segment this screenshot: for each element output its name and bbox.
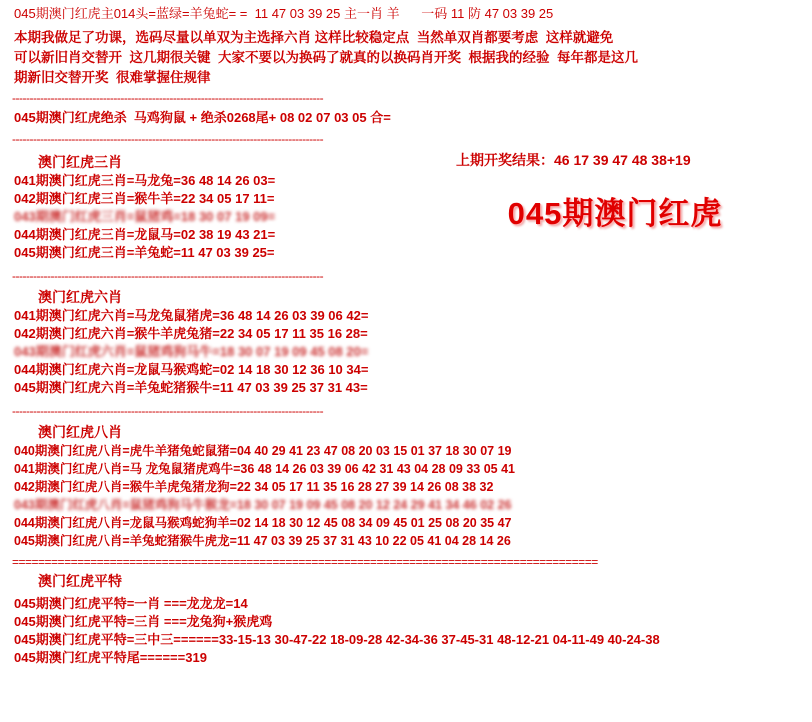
section-title: 澳门红虎八肖 bbox=[38, 424, 122, 440]
section-ping-te bbox=[0, 571, 812, 667]
section-row: 045期澳门红虎六肖=羊兔蛇猪猴牛=11 47 03 39 25 37 31 43= bbox=[14, 380, 368, 395]
divider-dash-1: ----------------------------------------------------------------------------------------- bbox=[12, 91, 324, 105]
section-row: 040期澳门红虎八肖=虎牛羊猪兔蛇鼠猪=04 40 29 41 23 47 08 20 03 15 01 37 18 30 07 19 bbox=[14, 444, 512, 458]
section-title: 澳门红虎三肖 bbox=[38, 154, 122, 170]
section-row: 044期澳门红虎三肖=龙鼠马=02 38 19 43 21= bbox=[14, 227, 276, 242]
divider-dash-3: ----------------------------------------------------------------------------------------- bbox=[12, 269, 324, 283]
intro-line-2: 可以新旧肖交替开 这几期很关键 大家不要以为换码了就真的以换码肖开奖 根据我的经验 每年都是这几 bbox=[14, 50, 639, 65]
intro-block bbox=[0, 28, 812, 88]
section-row: 042期澳门红虎六肖=猴牛羊虎兔猪=22 34 05 17 11 35 16 28= bbox=[14, 326, 368, 341]
divider-equals: ========================================================================================== bbox=[12, 555, 598, 569]
tail-row: 045期澳门红虎平特=三肖 ===龙兔狗+猴虎鸡 bbox=[14, 614, 273, 629]
section-row: 041期澳门红虎六肖=马龙兔鼠猪虎=36 48 14 26 03 39 06 42= bbox=[14, 308, 369, 323]
section-row: 045期澳门红虎三肖=羊兔蛇=11 47 03 39 25= bbox=[14, 245, 275, 260]
divider-dash-4: ----------------------------------------------------------------------------------------- bbox=[12, 404, 324, 418]
section-title: 澳门红虎平特 bbox=[38, 573, 122, 589]
section-row: 041期澳门红虎八肖=马 龙兔鼠猪虎鸡牛=36 48 14 26 03 39 06 42 31 43 04 28 09 33 05 41 bbox=[14, 462, 515, 476]
tail-row: 045期澳门红虎平特尾======319 bbox=[14, 650, 207, 665]
section-eight-xiao bbox=[0, 422, 812, 550]
section-row: 043期澳门红虎八肖=鼠猪鸡狗马牛猴龙=18 30 07 19 09 45 08 20 12 24 29 41 34 46 02 26 bbox=[14, 498, 512, 512]
last-draw-result: 上期开奖结果：46 17 39 47 48 38+19 bbox=[456, 152, 691, 168]
tail-row: 045期澳门红虎平特=三中三======33-15-13 30-47-22 18-09-28 42-34-36 37-45-31 48-12-21 04-11-49 40-24-38 bbox=[14, 632, 660, 647]
kill-line: 045期澳门红虎绝杀 马鸡狗鼠 + 绝杀0268尾+ 08 02 07 03 05 合= bbox=[14, 110, 391, 125]
section-row: 043期澳门红虎六肖=鼠猪鸡狗马牛=18 30 07 19 09 45 08 20= bbox=[14, 344, 369, 359]
header-line: 045期澳门红虎主014头=蓝绿=羊兔蛇= = 11 47 03 39 25 主一肖 羊 一码 11 防 47 03 39 25 bbox=[14, 6, 554, 21]
header-block bbox=[0, 0, 812, 22]
intro-line-3: 期新旧交替开奖 很难掌握住规律 bbox=[14, 70, 211, 85]
banner-title: 045期澳门红虎 bbox=[507, 196, 723, 231]
section-six-xiao bbox=[0, 287, 812, 397]
tail-row: 045期澳门红虎平特=一肖 ===龙龙龙=14 bbox=[14, 596, 248, 611]
section-row: 045期澳门红虎八肖=羊兔蛇猪猴牛虎龙=11 47 03 39 25 37 31 43 10 22 05 41 04 28 14 26 bbox=[14, 534, 511, 548]
section-row: 044期澳门红虎八肖=龙鼠马猴鸡蛇狗羊=02 14 18 30 12 45 08 34 09 45 01 25 08 20 35 47 bbox=[14, 516, 512, 530]
section-title: 澳门红虎六肖 bbox=[38, 289, 122, 305]
section-row: 042期澳门红虎三肖=猴牛羊=22 34 05 17 11= bbox=[14, 191, 275, 206]
section-row: 044期澳门红虎六肖=龙鼠马猴鸡蛇=02 14 18 30 12 36 10 34= bbox=[14, 362, 369, 377]
section-row: 041期澳门红虎三肖=马龙兔=36 48 14 26 03= bbox=[14, 173, 276, 188]
section-row: 042期澳门红虎八肖=猴牛羊虎兔猪龙狗=22 34 05 17 11 35 16 28 27 39 14 26 08 38 32 bbox=[14, 480, 494, 494]
intro-line-1: 本期我做足了功课，选码尽量以单双为主选择六肖 这样比较稳定点 当然单双肖都要考虑 这样就避免 bbox=[14, 30, 614, 45]
section-row: 043期澳门红虎三肖=鼠猪鸡=18 30 07 19 09= bbox=[14, 209, 276, 224]
divider-dash-2: ----------------------------------------------------------------------------------------- bbox=[12, 132, 324, 146]
